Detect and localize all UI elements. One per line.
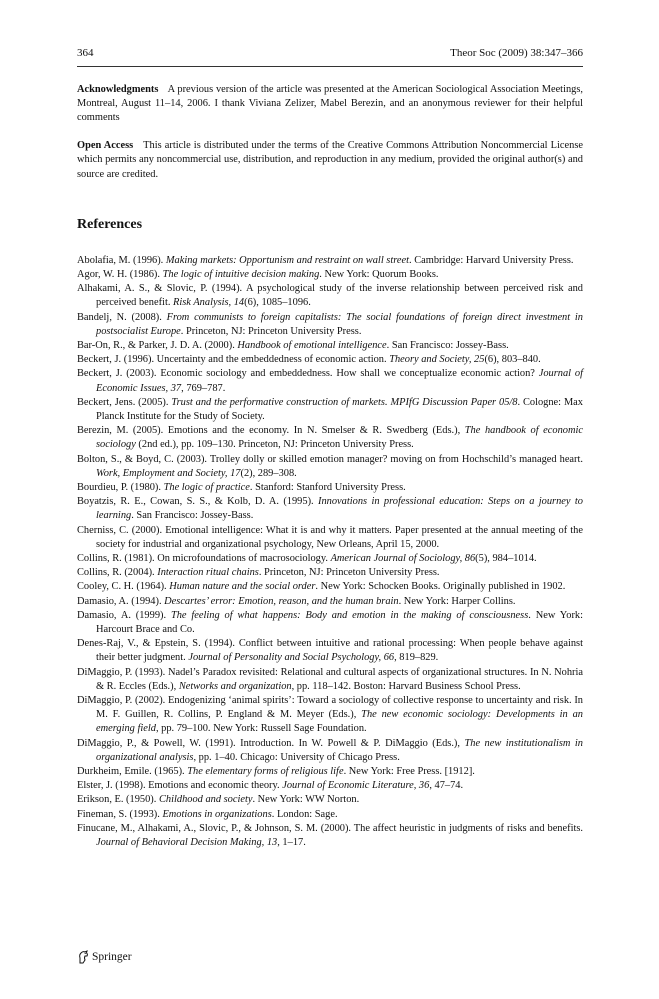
reference-entry [77,481,583,495]
reference-title: Journal of Economic Literature, 36 [282,780,430,792]
reference-lead: Erikson, E. (1950). [77,794,159,806]
reference-entry [77,367,583,395]
reference-tail: . New York: Schocken Books. Originally published in 1902. [315,581,566,593]
reference-tail: . New York: Harper Collins. [398,595,516,607]
open-access-text: This article is distributed under the terms of the Creative Commons Attribution Noncommercial License which permits any noncommercial use, distribution, and reproduction in any medium, provided the original author(s) and source are credited. [77,140,583,180]
reference-title: The feeling of what happens: Body and emotion in the making of consciousness [170,609,529,621]
reference-tail: . Stanford: Stanford University Press. [249,481,406,493]
open-access-paragraph [77,139,583,182]
open-access-label: Open Access [77,140,134,152]
reference-entry [77,353,583,367]
header-rule [77,66,583,67]
reference-title: Interaction ritual chains [157,567,259,579]
reference-entry [77,666,583,694]
reference-title: Journal of Personality and Social Psychology, 66 [188,652,395,664]
reference-entry [77,793,583,807]
reference-title: Theory and Society, 25 [389,354,485,366]
reference-tail: (6), 1085–1096. [244,297,311,309]
reference-tail: (5), 984–1014. [475,552,537,564]
page-body [77,83,583,850]
reference-lead: Abolafia, M. (1996). [77,254,166,266]
reference-tail: (2nd ed.), pp. 109–130. Princeton, NJ: Princeton University Press. [135,439,414,451]
acknowledgments-label: Acknowledgments [77,84,159,95]
reference-title: Innovations in professional education: Steps on a journey to learning [96,496,583,522]
reference-entry [77,453,583,481]
reference-entry [77,424,583,452]
page-number: 364 [77,47,94,59]
reference-tail: . New York: Quorum Books. [319,268,439,280]
reference-tail: (2), 289–308. [240,467,297,479]
reference-title: Human nature and the social order [169,581,316,593]
reference-title: Work, Employment and Society, 17 [96,467,241,479]
reference-title: Childhood and society [158,794,253,806]
reference-tail: . New York: Free Press. [1912]. [343,766,475,778]
reference-title: The handbook of economic sociology [96,425,583,451]
acknowledgments-text: A previous version of the article was presented at the American Sociological Association Meetings, Montreal, August 11–14, 2006. I thank Viviana Zelizer, Mabel Berezin, and an anonymous reviewer for their helpful comments [77,84,583,124]
reference-tail: , pp. 79–100. New York: Russell Sage Foundation. [155,723,367,735]
reference-title: Networks and organization [178,680,292,692]
reference-entry [77,637,583,665]
reference-entry [77,808,583,822]
reference-lead: Berezin, M. (2005). Emotions and the economy. In N. Smelser & R. Swedberg (Eds.), [77,425,465,437]
reference-title: Risk Analysis, 14 [173,297,245,309]
reference-entry [77,609,583,637]
reference-entry [77,339,583,353]
reference-title: Emotions in organizations [162,808,272,820]
reference-tail: , pp. 1–40. Chicago: University of Chicago Press. [193,751,400,763]
publisher-footer [77,950,132,964]
journal-citation: Theor Soc (2009) 38:347–366 [450,47,583,59]
reference-lead: DiMaggio, P. (1993). Nadel’s Paradox revisited: Relational and cultural aspects of organizational structures. In N. Nohria & R. Eccles (Eds.), [77,666,583,692]
reference-lead: Denes-Raj, V., & Epstein, S. (1994). Conflict between intuitive and rational processing: When people behave against their better judgment. [77,638,583,664]
reference-tail: . Princeton, NJ: Princeton University Press. [258,567,440,579]
reference-entry [77,524,583,552]
reference-lead: Damasio, A. (1994). [77,595,165,607]
publisher-name: Springer [92,951,132,963]
reference-tail: , 769–787. [181,382,226,394]
reference-title: American Journal of Sociology, 86 [330,552,476,564]
reference-lead: Cooley, C. H. (1964). [77,581,170,593]
reference-list [77,254,583,851]
reference-tail: . London: Sage. [271,808,338,820]
reference-lead: Agor, W. H. (1986). [77,268,163,280]
reference-lead: Damasio, A. (1999). [77,609,171,621]
reference-entry [77,566,583,580]
reference-entry [77,396,583,424]
reference-lead: Finucane, M., Alhakami, A., Slovic, P., & Johnson, S. M. (2000). The affect heuristic in judgments of risks and benefits. [77,822,583,834]
reference-entry [77,495,583,523]
reference-tail: (6), 803–840. [484,354,541,366]
reference-lead: Collins, R. (1981). On microfoundations of macrosociology. [77,552,331,564]
reference-title: Making markets: Opportunism and restraint on wall street [165,254,409,266]
reference-tail: , 1–17. [277,837,306,849]
reference-title: The logic of practice [163,481,250,493]
reference-lead: Elster, J. (1998). Emotions and economic theory. [77,780,283,792]
reference-lead: Beckert, Jens. (2005). [77,396,172,408]
reference-entry [77,268,583,282]
reference-title: The new institutionalism in organizational analysis [96,737,583,763]
reference-lead: Bolton, S., & Boyd, C. (2003). Trolley dolly or skilled emotion manager? moving on from Hochschild’s managed heart. [77,453,583,465]
reference-entry [77,580,583,594]
reference-entry [77,254,583,268]
reference-lead: Beckert, J. (2003). Economic sociology and embeddedness. How shall we conceptualize economic action? [77,368,539,380]
reference-tail: . Cambridge: Harvard University Press. [409,254,574,266]
reference-lead: Bandelj, N. (2008). [77,311,167,323]
reference-entry [77,311,583,339]
reference-lead: Fineman, S. (1993). [77,808,163,820]
reference-lead: Beckert, J. (1996). Uncertainty and the embeddedness of economic action. [77,354,390,366]
reference-lead: DiMaggio, P., & Powell, W. (1991). Introduction. In W. Powell & P. DiMaggio (Eds.), [77,737,465,749]
reference-lead: Bourdieu, P. (1980). [77,481,164,493]
reference-lead: Bar-On, R., & Parker, J. D. A. (2000). [77,339,238,351]
reference-entry [77,822,583,850]
reference-lead: Collins, R. (2004). [77,567,158,579]
reference-entry [77,282,583,310]
reference-lead: Boyatzis, R. E., Cowan, S. S., & Kolb, D. A. (1995). [77,496,319,508]
reference-entry [77,779,583,793]
reference-title: Descartes’ error: Emotion, reason, and the human brain [164,595,399,607]
reference-tail: , 819–829. [394,652,439,664]
references-heading: References [77,216,143,232]
reference-title: The new economic sociology: Developments in an emerging field [96,709,583,735]
reference-lead: Cherniss, C. (2000). Emotional intelligence: What it is and why it matters. Paper presented at the annual meeting of the society for industrial and organizational psychology, New Orleans, April 15, 2000. [77,524,583,550]
reference-title: The logic of intuitive decision making [162,268,320,280]
reference-lead: DiMaggio, P. (2002). Endogenizing ‘animal spirits’: Toward a sociology of collective response to uncertainty and risk. In M. F. Guillen, R. Collins, P. England & M. Meyer (Eds.), [77,695,583,721]
reference-title: From communists to foreign capitalists: The social foundations of foreign direct investment in postsocialist Europe [96,311,583,337]
reference-entry [77,694,583,737]
reference-tail: , 47–74. [429,780,464,792]
reference-title: Journal of Behavioral Decision Making, 13 [96,837,278,849]
reference-entry [77,595,583,609]
reference-tail: , pp. 118–142. Boston: Harvard Business School Press. [291,680,521,692]
reference-entry [77,552,583,566]
reference-entry [77,765,583,779]
acknowledgments-paragraph [77,83,583,126]
reference-title: The elementary forms of religious life [187,766,344,778]
springer-horse-icon [77,950,89,964]
reference-tail: . New York: WW Norton. [252,794,360,806]
reference-title: Handbook of emotional intelligence [237,339,387,351]
reference-tail: . New York: Harcourt Brace and Co. [96,609,584,635]
reference-title: Trust and the performative construction of markets. MPIfG Discussion Paper 05/8 [171,396,518,408]
reference-title: Journal of Economic Issues, 37 [96,368,583,394]
reference-entry [77,737,583,765]
reference-tail: . Princeton, NJ: Princeton University Press. [180,325,362,337]
reference-lead: Alhakami, A. S., & Slovic, P. (1994). A psychological study of the inverse relationship between perceived risk and perceived benefit. [77,283,583,309]
reference-tail: . San Francisco: Jossey-Bass. [386,339,509,351]
reference-lead: Durkheim, Emile. (1965). [77,766,188,778]
reference-tail: . San Francisco: Jossey-Bass. [131,510,254,522]
reference-tail: . Cologne: Max Planck Institute for the Study of Society. [96,396,583,422]
